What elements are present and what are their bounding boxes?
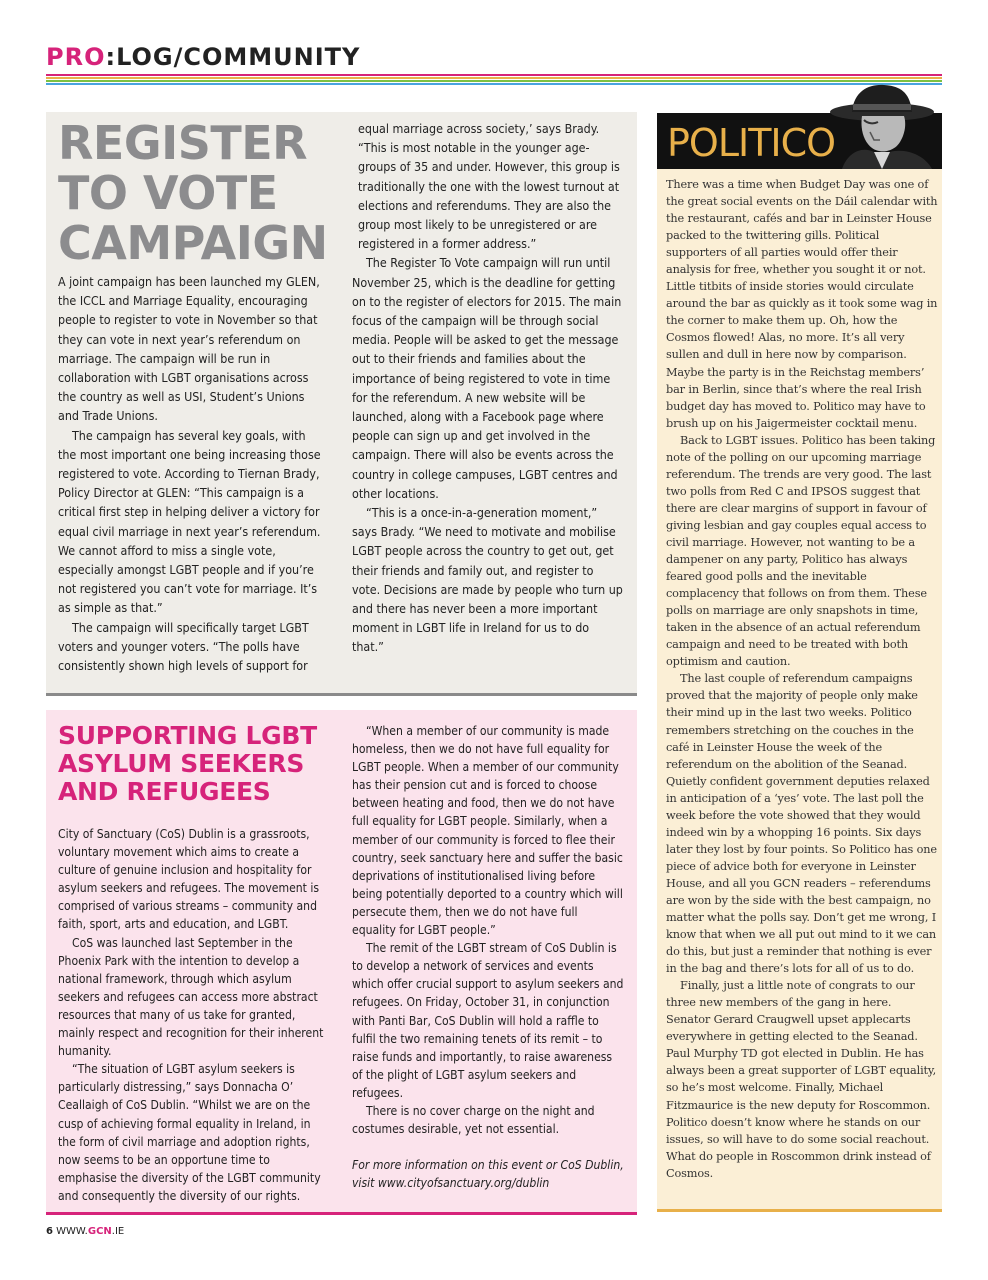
supporting-footnote: For more information on this event or CoS Dublin, visit www.cityofsanctuary.org/dublin bbox=[352, 1158, 624, 1191]
section-header bbox=[46, 44, 360, 70]
header-stripe-pink bbox=[46, 74, 942, 76]
politico-paragraph: There was a time when Budget Day was one of the great social events on the Dáil calendar with the restaurant, cafés and bar in Leinster House packed to the twittering gills. Political supporters of all parties would offer their analysis for free, whether you sought it or not. Little titbits of inside stories would circulate around the bar as quickly as it took some wag in the corner to make them up. Oh, how the Cosmos flowed! Alas, no more. It’s all very sullen and dull in here now by comparison. Maybe the party is in the Reichstag members’ bar in Berlin, since that’s where the real Irish budget day has moved to. Politico may have to brush up on his Jaigermeister cocktail menu. bbox=[666, 178, 938, 430]
site-suffix: .IE bbox=[111, 1226, 125, 1237]
register-paragraph: The Register To Vote campaign will run until November 25, which is the deadline for getting on to the register of electors for 2015. The main focus of the campaign will be through social media. People will be asked to get the message out to their friends and families about the importance of being registered to vote in time for the referendum. A new website will be launched, along with a Facebook page where people can sign up and get involved in the campaign. There will also be events across the country in college campuses, LGBT centres and other locations. bbox=[352, 255, 622, 501]
register-column-2 bbox=[352, 119, 624, 657]
section-label-pro: PRO bbox=[46, 43, 106, 71]
supporting-paragraph: “The situation of LGBT asylum seekers is particularly distressing,” says Donnacha O’ Ceallaigh of CoS Dublin. “Whilst we are on the cusp of achieving formal equality in Ireland, in the form of civil marriage and adoption rights, now seems to be an opportune time to emphasise the diversity of the LGBT community and consequently the diversity of our rights. bbox=[58, 1062, 321, 1203]
section-label-rest: :LOG/COMMUNITY bbox=[105, 43, 361, 71]
register-paragraph: The campaign will specifically target LGBT voters and younger voters. “The polls have consistently shown high levels of support for bbox=[58, 619, 309, 674]
supporting-paragraph: CoS was launched last September in the Phoenix Park with the intention to develop a national framework, through which asylum seekers and refugees can access more abstract resources that many of us take for granted, mainly respect and recognition for their inherent humanity. bbox=[58, 935, 324, 1059]
register-paragraph: The campaign has several key goals, with the most important one being increasing those registered to vote. According to Tiernan Brady, Policy Director at GLEN: “This campaign is a critical first step in helping deliver a victory for equal civil marriage in next year’s referendum. We cannot afford to miss a single vote, especially amongst LGBT people and if you’re not registered you can’t vote for marriage. It’s as simple as that.” bbox=[58, 427, 321, 616]
header-stripe-green bbox=[46, 80, 942, 82]
page-footer bbox=[46, 1226, 124, 1238]
register-title: REGISTER TO VOTE CAMPAIGN bbox=[58, 116, 328, 270]
register-paragraph: “This is a once-in-a-generation moment,” says Brady. “We need to motivate and mobilise LGBT people across the country to get out, get their friends and family out, and register to vote. Decisions are made by people who turn up and there has never been a more important moment in LGBT life in Ireland for us to do that.” bbox=[352, 505, 623, 655]
header-stripe-gold bbox=[46, 77, 942, 79]
supporting-column-2 bbox=[352, 722, 624, 1192]
supporting-paragraph: City of Sanctuary (CoS) Dublin is a grassroots, voluntary movement which aims to create a culture of genuine inclusion and hospitality for asylum seekers and refugees. The movement is comprised of various streams – community and faith, sport, arts and education, and LGBT. bbox=[58, 827, 320, 932]
register-column-1 bbox=[58, 272, 326, 675]
supporting-paragraph: The remit of the LGBT stream of CoS Dublin is to develop a network of services and events which offer crucial support to asylum seekers and refugees. On Friday, October 31, in conjunction with Panti Bar, CoS Dublin will hold a raffle to fulfil the two remaining tenets of its remit – to raise funds and importantly, to raise awareness of the plight of LGBT asylum seekers and refugees. bbox=[352, 941, 624, 1100]
header-stripe-blue bbox=[46, 83, 942, 85]
page-number: 6 bbox=[46, 1226, 53, 1237]
supporting-title: SUPPORTING LGBT ASYLUM SEEKERS AND REFUGEES bbox=[58, 721, 317, 806]
politico-paragraph: The last couple of referendum campaigns proved that the majority of people only make their mind up in the last two weeks. Politico remembers stretching on the couches in the café in Leinster House the week of the referendum on the abolition of the Seanad. Quietly confident government deputies relaxed in anticipation of a ‘yes’ vote. The last poll the week before the vote showed that they would indeed win by a whopping 16 points. Six days later they lost by four points. So Politico has one piece of advice both for everyone in Leinster House, and all you GCN readers – referendums are won by the side with the best campaign, no matter what the polls say. Don’t get me wrong, I know that when we all put out mind to it we can do this, but just a reminder that nothing is ever in the bag and there’s lots for all of us to do. bbox=[666, 672, 937, 976]
register-paragraph: A joint campaign has been launched my GLEN, the ICCL and Marriage Equality, encouraging people to register to vote in November so that they can vote in next year’s referendum on marriage. The campaign will be run in collaboration with LGBT organisations across the country as well as USI, Student’s Unions and Trade Unions. bbox=[58, 274, 320, 424]
politico-paragraph: Finally, just a little note of congrats to our three new members of the gang in here. Senator Gerard Craugwell upset applecarts everywhere in getting elected to the Seanad. Paul Murphy TD got elected in Dublin. He has always been a great supporter of LGBT equality, so he’s most welcome. Finally, Michael Fitzmaurice is the new deputy for Roscommon. Politico doesn’t know where he stands on our issues, so will have to do some social reachout. What do people in Roscommon drink instead of Cosmos. bbox=[666, 979, 937, 1180]
supporting-bottom-rule bbox=[46, 1212, 637, 1215]
register-bottom-rule bbox=[46, 693, 637, 696]
register-paragraph: equal marriage across society,’ says Brady. “This is most notable in the younger age-groups of 35 and under. However, this group is traditionally the one with the lowest turnout at elections and referendums. They are also the group most likely to be unregistered or are registered in a former address.” bbox=[358, 121, 620, 252]
site-brand: GCN bbox=[87, 1226, 112, 1237]
supporting-paragraph: “When a member of our community is made homeless, then we do not have full equality for LGBT people. When a member of our community has their pension cut and is forced to choose between heating and food, then we do not have full equality for LGBT people. Similarly, when a member of our community is forced to flee their country, seek sanctuary here and suffer the basic deprivations of institutionalised living before being potentially deported to a country which will persecute them, then we do not have full equality for LGBT people.” bbox=[352, 724, 623, 938]
politico-paragraph: Back to LGBT issues. Politico has been taking note of the polling on our upcoming marriage referendum. The trends are very good. The last two polls from Red C and IPSOS suggest that there are clear margins of support in favour of giving lesbian and gay couples equal access to civil marriage. However, not wanting to be a dampener on any party, Politico has always feared good polls and the inevitable complacency that follows on from them. These polls on marriage are only snapshots in time, taken in the absence of an actual referendum campaign and need to be treated with both optimism and caution. bbox=[666, 433, 936, 669]
supporting-paragraph: There is no cover charge on the night and costumes desirable, yet not essential. bbox=[352, 1103, 595, 1137]
politico-text bbox=[666, 176, 938, 1182]
politico-bottom-rule bbox=[657, 1209, 942, 1212]
site-prefix: WWW. bbox=[56, 1226, 88, 1237]
politico-fedora-man-illustration bbox=[812, 82, 942, 169]
politico-title: POLITICO bbox=[667, 121, 836, 165]
supporting-column-1 bbox=[58, 825, 328, 1205]
